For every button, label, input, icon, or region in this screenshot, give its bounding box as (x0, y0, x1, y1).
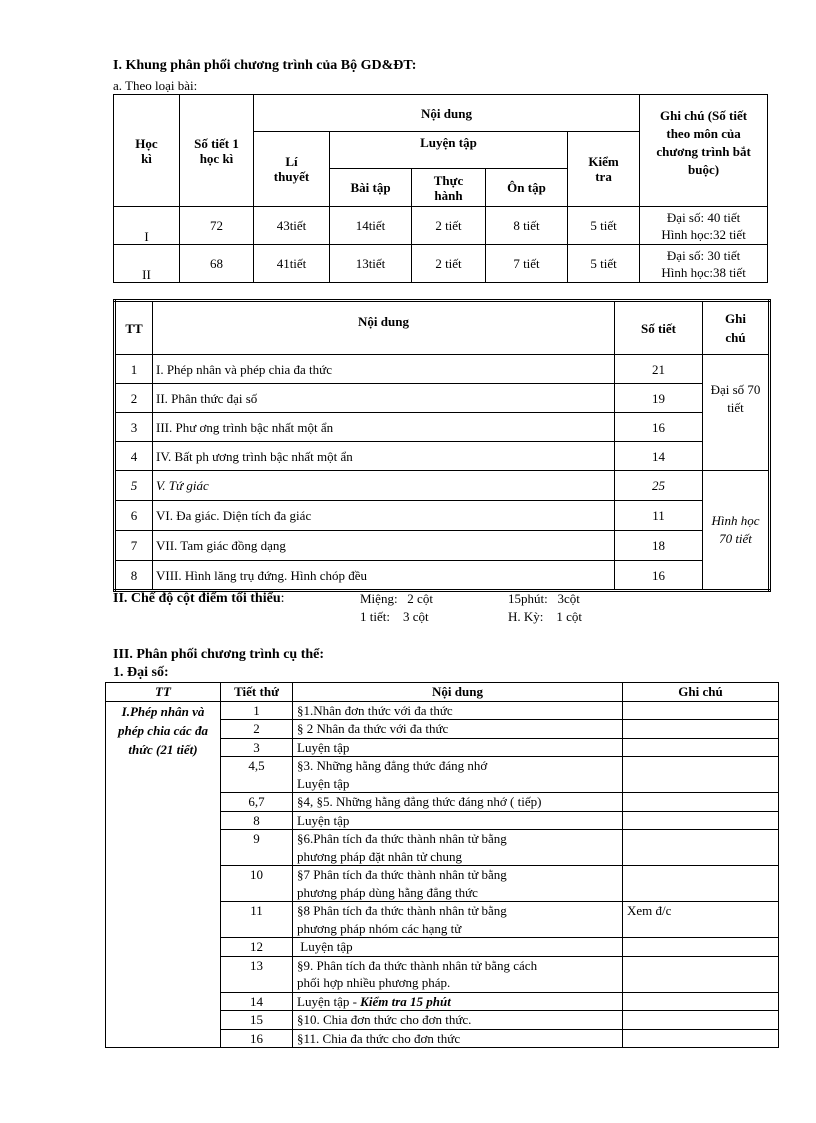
header-so-tiet: Số tiết 1 học kì (180, 95, 254, 207)
header-tt: TT (106, 683, 221, 702)
header-noi-dung: Nội dung (153, 301, 615, 355)
score-1-tiet: 1 tiết: 3 cột (360, 609, 429, 624)
table-chapters (113, 299, 771, 592)
table-row: II 68 41tiết 13tiết 2 tiết 7 tiết 5 tiết Đại số: 30 tiết Hình học:38 tiết (114, 245, 768, 283)
section3-subtitle: 1. Đại số: (113, 665, 169, 680)
table-row: 1 I. Phép nhân và phép chia đa thức 21 Đại số 70 tiết (115, 355, 770, 384)
table-row: I.Phép nhân và phép chia các đa thức (21 tiết) 1 §1.Nhân đơn thức với đa thức (106, 701, 779, 720)
section3-title: III. Phân phối chương trình cụ thể: (113, 647, 325, 662)
header-li-thuyet: Lí thuyết (254, 132, 330, 207)
ghi-chu-hinh-hoc: Hình học 70 tiết (703, 471, 770, 591)
table-row: 6,7 §4, §5. Những hằng đẳng thức đáng nhớ ( tiếp) (106, 793, 779, 812)
header-ghi-chu: Ghi chú (Số tiết theo môn của chương trình bắt buộc) (640, 95, 768, 207)
header-ghi-chu: Ghi chú (623, 683, 779, 702)
header-noi-dung: Nội dung (293, 683, 623, 702)
header-thuc-hanh: Thực hành (412, 169, 486, 207)
header-so-tiet: Số tiết (615, 301, 703, 355)
table-row: 15 §10. Chia đơn thức cho đơn thức. (106, 1011, 779, 1030)
table-row: 2 § 2 Nhân đa thức với đa thức (106, 720, 779, 739)
header-bai-tap: Bài tập (330, 169, 412, 207)
header-tt: TT (115, 301, 153, 355)
header-kiem-tra: Kiểm tra (568, 132, 640, 207)
header-ghi-chu: Ghi chú (703, 301, 770, 355)
header-on-tap: Ôn tập (486, 169, 568, 207)
table-row: 4,5 §3. Những hằng đẳng thức đáng nhớ Luyện tập (106, 757, 779, 793)
section1-subtitle: a. Theo loại bài: (113, 78, 198, 93)
table-row: 11 §8 Phân tích đa thức thành nhân tử bằng phương pháp nhóm các hạng tử Xem đ/c (106, 902, 779, 938)
table-row: 4 IV. Bất ph ương trình bậc nhất một ẩn 14 (115, 442, 770, 471)
header-tiet-thu: Tiết thứ (221, 683, 293, 702)
table-row: 5 V. Tứ giác 25 Hình học 70 tiết (115, 471, 770, 501)
table-row: 9 §6.Phân tích đa thức thành nhân tử bằng phương pháp đặt nhân tử chung (106, 830, 779, 866)
score-hoc-ky: H. Kỳ: 1 cột (508, 609, 583, 624)
ghi-chu-dai-so: Đại số 70 tiết (703, 355, 770, 471)
table-algebra-plan (105, 682, 779, 1048)
table-lesson-types (113, 94, 768, 283)
table-row: 2 II. Phân thức đại số 19 (115, 384, 770, 413)
table-row: 12 Luyện tập (106, 938, 779, 957)
table-row: 3 Luyện tập (106, 738, 779, 757)
table-row: 8 Luyện tập (106, 811, 779, 830)
section2-title: II. Chế độ cột điểm tối thiểu: (113, 591, 285, 606)
score-15-phut: 15phút: 3cột (508, 591, 580, 606)
table-row: 13 §9. Phân tích đa thức thành nhân tử bằng cách phối hợp nhiều phương pháp. (106, 956, 779, 992)
table-row: 7 VII. Tam giác đồng dạng 18 (115, 531, 770, 561)
section1-title: I. Khung phân phối chương trình của Bộ GD&ĐT: (113, 58, 417, 73)
header-luyen-tap: Luyện tập (330, 132, 568, 169)
table-row: 16 §11. Chia đa thức cho đơn thức (106, 1029, 779, 1048)
table-row: 10 §7 Phân tích đa thức thành nhân tử bằng phương pháp dùng hằng đẳng thức (106, 866, 779, 902)
score-mieng: Miệng: 2 cột (360, 591, 433, 606)
table-row: I 72 43tiết 14tiết 2 tiết 8 tiết 5 tiết Đại số: 40 tiết Hình học:32 tiết (114, 207, 768, 245)
header-hoc-ki: Học kì (114, 95, 180, 207)
header-noi-dung: Nội dung (254, 95, 640, 132)
table-row: 6 VI. Đa giác. Diện tích đa giác 11 (115, 501, 770, 531)
table-row: 3 III. Phư ơng trình bậc nhất một ẩn 16 (115, 413, 770, 442)
chapter-cell: I.Phép nhân và phép chia các đa thức (21 tiết) (106, 701, 221, 1048)
table-row: 8 VIII. Hình lăng trụ đứng. Hình chóp đều 16 (115, 561, 770, 591)
table-row: 14 Luyện tập - Kiểm tra 15 phút (106, 992, 779, 1011)
